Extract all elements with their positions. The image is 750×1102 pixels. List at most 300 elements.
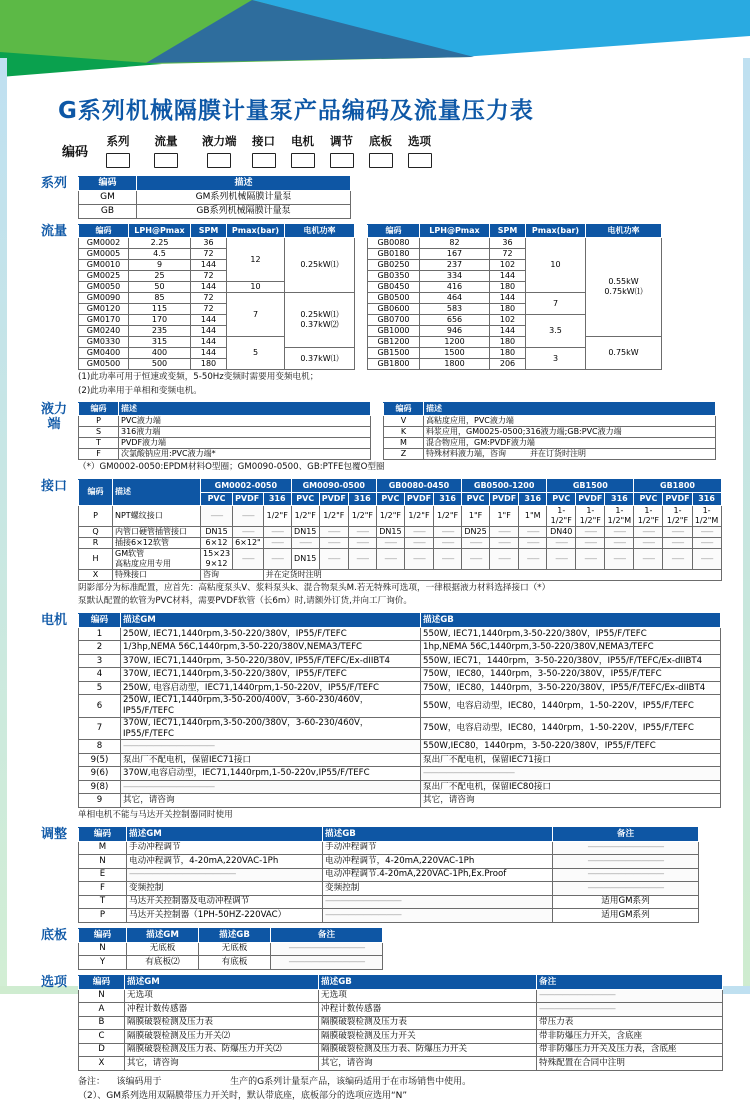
cell: ––––: [233, 505, 264, 526]
cell: 高粘度应用，PVC液力端: [424, 416, 716, 427]
code-field-hydraulic: [202, 133, 237, 168]
cell: ––––: [263, 526, 291, 537]
cell: ––––: [519, 548, 547, 569]
cell: 1500: [420, 348, 490, 359]
cell: 咨询: [201, 569, 264, 580]
cell: 9(5): [79, 753, 121, 767]
cell: ––––: [291, 537, 319, 548]
cell: 3: [526, 348, 586, 370]
cell: 手动冲程调节: [323, 841, 553, 855]
cell: 1-1/2"F: [576, 505, 605, 526]
cell: 144: [191, 260, 227, 271]
section-hydraulic: [36, 402, 728, 474]
cell: 1-1/2"M: [605, 505, 634, 526]
cell: 25: [129, 271, 191, 282]
cell: 手动冲程调节: [127, 841, 323, 855]
table-row: [79, 1003, 723, 1017]
table-row: [79, 1057, 723, 1071]
cell: M: [384, 438, 424, 449]
section-base: [36, 928, 728, 970]
cell: H: [79, 548, 113, 569]
flow-gm-table: [78, 224, 355, 370]
code-field-label: 流量: [154, 134, 178, 148]
cell: 9(8): [79, 780, 121, 794]
cell: GM0170: [79, 315, 129, 326]
cell: ————————————: [421, 767, 721, 781]
table-row: [79, 780, 721, 794]
header-cell: 316: [348, 492, 376, 505]
cell: 180: [191, 359, 227, 370]
cell: 144: [490, 271, 526, 282]
table-row: [79, 681, 721, 695]
cell: 370W, IEC71,1440rpm,3-50-220/380V，IP55/F/TEFC: [121, 668, 421, 682]
cell: 550W, IEC71，1440rpm，3-50-220/380V，IP55/F/TEFC/Ex-dIIBT4: [421, 654, 721, 668]
code-field-options: [408, 133, 432, 168]
footer-note-1: 备注： 该编码用于 生产的G系列计量泵产品，该编码适用于在市场销售中使用。: [78, 1076, 472, 1087]
cell: DN25: [462, 526, 490, 537]
cell: 3: [79, 654, 121, 668]
cell: ——————————————: [127, 868, 323, 882]
cell: 144: [191, 326, 227, 337]
header-cell: 备注: [537, 975, 723, 989]
cell: 235: [129, 326, 191, 337]
header-cell: 编码: [79, 225, 129, 238]
coding-row: [62, 133, 728, 168]
cell: 隔膜破裂检测及压力开关⑵: [125, 1030, 319, 1044]
cell: 电动冲程调节.4-20mA,220VAC-1Ph,Ex.Proof: [323, 868, 553, 882]
table-row: [79, 767, 721, 781]
cell: ––––: [434, 537, 462, 548]
cell: ––––: [348, 526, 376, 537]
cell: GM0010: [79, 260, 129, 271]
cell: 无底板: [199, 942, 271, 956]
cell: ––––: [634, 537, 663, 548]
cell: ––––: [462, 548, 490, 569]
flow-gb-table: [367, 224, 662, 370]
header-cell: PVDF: [663, 492, 692, 505]
cell: ––––: [404, 526, 433, 537]
cell: 并在定货时注明: [263, 569, 721, 580]
table-row: [79, 895, 699, 909]
header-cell: 316: [434, 492, 462, 505]
header-cell: PVDF: [404, 492, 433, 505]
cell: ––––: [605, 526, 634, 537]
cell: 特殊接口: [113, 569, 201, 580]
adjust-table: [78, 827, 699, 923]
table-row: [79, 1043, 723, 1057]
code-box: [369, 153, 393, 168]
cell: ——————————: [271, 942, 383, 956]
cell: 泵出厂不配电机，保留IEC71接口: [121, 753, 421, 767]
table-row: [384, 416, 716, 427]
cell: 泵出厂不配电机，保留IEC80接口: [421, 780, 721, 794]
cell: 4.5: [129, 249, 191, 260]
cell: R: [79, 537, 113, 548]
table-row: [79, 191, 351, 205]
cell: 180: [490, 337, 526, 348]
table-row: [79, 548, 722, 569]
cell: 冲程计数传感器: [125, 1003, 319, 1017]
cell: GB1000: [368, 326, 420, 337]
cell: 特殊配置在合同中注明: [537, 1057, 723, 1071]
cell: DN15: [291, 526, 319, 537]
table-row: [79, 654, 721, 668]
cell: 10: [227, 282, 285, 293]
header-cell: PVC: [634, 492, 663, 505]
table-row: [79, 427, 371, 438]
section-label-options: 选项: [40, 974, 67, 990]
cell: 隔膜破裂检测及压力表、防爆压力开关: [319, 1043, 537, 1057]
base-table: [78, 928, 383, 970]
cell: Y: [79, 956, 127, 970]
cell: 8: [79, 740, 121, 754]
cell: 583: [420, 304, 490, 315]
table-row: [79, 753, 721, 767]
cell: NPT螺纹接口: [113, 505, 201, 526]
cell: GM0025: [79, 271, 129, 282]
cell: 1/2"F: [434, 505, 462, 526]
cell: ––––: [348, 537, 376, 548]
table-row: [384, 438, 716, 449]
table-row: [79, 989, 723, 1003]
cell: 36: [191, 238, 227, 249]
header-cell: 编码: [79, 479, 113, 505]
cell: 144: [191, 282, 227, 293]
cell: 72: [490, 249, 526, 260]
cell: 0.25kW⑴: [285, 238, 355, 293]
table-row: [384, 449, 716, 460]
cell: 1-1/2"F: [634, 505, 663, 526]
table-row: [79, 956, 383, 970]
hydraulic-left-table: [78, 402, 371, 460]
cell: ————————————: [121, 740, 421, 754]
cell: GB0700: [368, 315, 420, 326]
cell: Q: [79, 526, 113, 537]
cell: ––––: [576, 548, 605, 569]
cell: GB0250: [368, 260, 420, 271]
header-cell: 编码: [79, 613, 121, 627]
motor-note: 单相电机不能与马达开关控制器同时使用: [78, 809, 233, 820]
page-title: G系列机械隔膜计量泵产品编码及流量压力表: [58, 98, 534, 124]
cell: 无底板: [127, 942, 199, 956]
hydraulic-right-table: [383, 402, 716, 460]
table-row: [79, 942, 383, 956]
header-cell: 编码: [79, 177, 137, 191]
cell: GM0050: [79, 282, 129, 293]
cell: 72: [191, 249, 227, 260]
table-row: [79, 569, 722, 580]
cell: GM: [79, 191, 137, 205]
header-cell: GM0090-0500: [291, 479, 376, 492]
table-row: [79, 740, 721, 754]
table-row: [384, 427, 716, 438]
cell: GM0330: [79, 337, 129, 348]
cell: 180: [490, 348, 526, 359]
code-box: [207, 153, 231, 168]
section-label-adjust: 调整: [40, 826, 67, 842]
cell: 5: [227, 337, 285, 370]
cell: A: [79, 1003, 125, 1017]
cell: 316液力端: [119, 427, 371, 438]
code-box: [291, 153, 315, 168]
cell: GM0500: [79, 359, 129, 370]
cell: F: [79, 449, 119, 460]
cell: 电动冲程调节，4-20mA,220VAC-1Ph: [127, 855, 323, 869]
cell: 马达开关控制器（1PH-50HZ-220VAC）: [127, 909, 323, 923]
cell: ––––: [490, 537, 519, 548]
code-field-label: 底板: [369, 134, 393, 148]
cell: 变频控制: [323, 882, 553, 896]
cell: PVDF液力端: [119, 438, 371, 449]
section-adjust: [36, 827, 728, 923]
header-cell: PVDF: [576, 492, 605, 505]
code-field-label: 系列: [106, 134, 130, 148]
table-row: [79, 827, 699, 841]
table-row: [79, 975, 723, 989]
cell: ––––: [663, 548, 692, 569]
header-cell: PVC: [291, 492, 319, 505]
motor-table: [78, 613, 721, 808]
cell: 1/2"F: [291, 505, 319, 526]
cell: ––––: [663, 526, 692, 537]
header-cell: PVC: [547, 492, 576, 505]
header-cell: 电机功率: [586, 225, 662, 238]
header-cell: 描述GM: [127, 928, 199, 942]
header-cell: GB0500-1200: [462, 479, 547, 492]
table-row: [79, 641, 721, 655]
cell: 144: [490, 326, 526, 337]
code-field-label: 接口: [252, 134, 276, 148]
header-cell: PVC: [462, 492, 490, 505]
header-cell: SPM: [490, 225, 526, 238]
header-cell: 描述: [119, 403, 371, 416]
cell: 72: [191, 271, 227, 282]
table-row: [79, 438, 371, 449]
cell: 适用GM系列: [553, 909, 699, 923]
cell: 隔膜破裂检测及压力表、防爆压力开关⑵: [125, 1043, 319, 1057]
cell: 7: [227, 293, 285, 337]
header-cell: Pmax(bar): [227, 225, 285, 238]
cell: 750W，IEC80，1440rpm，3-50-220/380V，IP55/F/TEFC/Ex-dIIBT4: [421, 681, 721, 695]
cell: 2.25: [129, 238, 191, 249]
table-row: [79, 868, 699, 882]
cell: X: [79, 1057, 125, 1071]
cell: 1hp,NEMA 56C,1440rpm,3-50-220/380V,NEMA3/TEFC: [421, 641, 721, 655]
header-cell: 编码: [79, 928, 127, 942]
cell: X: [79, 569, 113, 580]
cell: 9: [129, 260, 191, 271]
cell: ––––: [462, 537, 490, 548]
cell: D: [79, 1043, 125, 1057]
cell: 1800: [420, 359, 490, 370]
cell: 102: [490, 315, 526, 326]
cell: P: [79, 416, 119, 427]
table-row: [79, 505, 722, 526]
cell: 带非防爆压力开关及压力表，含底座: [537, 1043, 723, 1057]
header-cell: 编码: [384, 403, 424, 416]
cell: ––––: [319, 526, 348, 537]
interface-note-2: 泵默认配置的软管为PVC材料，需要PVDF软管（长6m）时,请额外订货,并向工厂询价。: [78, 596, 412, 607]
cell: ––––: [376, 537, 404, 548]
cell: P: [79, 505, 113, 526]
cell: ––––: [490, 548, 519, 569]
code-field-series: [106, 133, 130, 168]
table-row: [79, 293, 355, 304]
cell: DN15: [291, 548, 319, 569]
table-row: [79, 479, 722, 492]
cell: 315: [129, 337, 191, 348]
header-cell: 编码: [79, 403, 119, 416]
cell: 7: [526, 293, 586, 315]
cell: 50: [129, 282, 191, 293]
header-cell: GB1500: [547, 479, 634, 492]
cell: 72: [191, 293, 227, 304]
header-cell: SPM: [191, 225, 227, 238]
interface-note-1: 阴影部分为标准配置，应首先：高粘度泵头V、浆料泵头k、混合物泵头M.若无特殊可选项，一律根据液力材料选择接口（*）: [78, 582, 551, 593]
header-cell: 316: [519, 492, 547, 505]
cell: ––––: [663, 537, 692, 548]
section-series: [36, 176, 728, 219]
cell: ––––: [576, 526, 605, 537]
cell: 656: [420, 315, 490, 326]
cell: PVC液力端: [119, 416, 371, 427]
cell: 其它，请咨询: [319, 1057, 537, 1071]
cell: 其它，请咨询: [125, 1057, 319, 1071]
cell: 料浆应用，GM0025-0500;316液力端;GB:PVC液力端: [424, 427, 716, 438]
cell: ——————————: [271, 956, 383, 970]
cell: C: [79, 1030, 125, 1044]
header-cell: 描述GM: [125, 975, 319, 989]
cell: T: [79, 438, 119, 449]
cell: 隔膜破裂检测及压力表: [125, 1016, 319, 1030]
cell: ——————————: [323, 895, 553, 909]
cell: 0.25kW⑴ 0.37kW⑵: [285, 293, 355, 348]
code-box: [330, 153, 354, 168]
cell: GB1800: [368, 359, 420, 370]
cell: 2: [79, 641, 121, 655]
code-field-base: [369, 133, 393, 168]
flow-note-2: (2)此功率用于单相和变频电机。: [78, 385, 202, 396]
cell: DN40: [547, 526, 576, 537]
cell: ––––: [376, 548, 404, 569]
table-row: [79, 1030, 723, 1044]
header-cell: 描述: [424, 403, 716, 416]
table-row: [79, 855, 699, 869]
cell: 550W,IEC80，1440rpm，3-50-220/380V，IP55/F/TEFC: [421, 740, 721, 754]
header-cell: 描述GB: [199, 928, 271, 942]
table-row: [79, 177, 351, 191]
page-content: [0, 92, 750, 1102]
cell: ––––: [692, 548, 721, 569]
cell: 180: [490, 304, 526, 315]
cell: GB0600: [368, 304, 420, 315]
table-row: [79, 794, 721, 808]
banner-graphic: [0, 0, 750, 82]
cell: 4: [79, 668, 121, 682]
header-cell: 316: [692, 492, 721, 505]
table-row: [79, 403, 371, 416]
cell: ––––: [490, 526, 519, 537]
table-row: [79, 238, 355, 249]
coding-label: 编码: [62, 145, 89, 160]
section-label-flow: 流量: [40, 224, 67, 239]
table-row: [79, 668, 721, 682]
table-row: [79, 841, 699, 855]
cell: 6: [79, 695, 121, 717]
header-cell: 编码: [79, 827, 127, 841]
cell: GB1200: [368, 337, 420, 348]
cell: ——————————: [553, 855, 699, 869]
table-row: [384, 403, 716, 416]
cell: 750W，电容启动型，IEC80，1440rpm，1-50-220V，IP55/F/TEFC: [421, 717, 721, 739]
cell: ——————————: [553, 882, 699, 896]
cell: 9(6): [79, 767, 121, 781]
cell: GB0180: [368, 249, 420, 260]
cell: DN15: [201, 526, 233, 537]
interface-table: [78, 479, 722, 581]
cell: ——————————: [537, 1003, 723, 1017]
table-row: [79, 1016, 723, 1030]
cell: GM0240: [79, 326, 129, 337]
cell: N: [79, 989, 125, 1003]
header-cell: GB0080-0450: [376, 479, 461, 492]
cell: 946: [420, 326, 490, 337]
cell: 1-1/2"M: [692, 505, 721, 526]
cell: ——————————: [537, 989, 723, 1003]
cell: 1/2"F: [376, 505, 404, 526]
table-row: [79, 909, 699, 923]
cell: 1: [79, 627, 121, 641]
header-cell: PVC: [376, 492, 404, 505]
cell: 1-1/2"F: [663, 505, 692, 526]
cell: 82: [420, 238, 490, 249]
cell: 370W, IEC71,1440rpm,3-50-200/380V，3-60-230/460V，IP55/F/TEFC: [121, 717, 421, 739]
code-field-motor: [291, 133, 315, 168]
cell: 144: [490, 293, 526, 304]
header-cell: 描述GM: [127, 827, 323, 841]
table-row: [368, 337, 662, 348]
cell: 插接6×12软管: [113, 537, 201, 548]
section-label-interface: 接口: [40, 478, 67, 494]
cell: 无选项: [125, 989, 319, 1003]
cell: 550W，电容启动型，IEC80，1440rpm，1-50-220V，IP55/F/TEFC: [421, 695, 721, 717]
cell: GM0120: [79, 304, 129, 315]
cell: 内管口硬管插管接口: [113, 526, 201, 537]
table-row: [79, 526, 722, 537]
cell: 12: [227, 238, 285, 282]
cell: 1200: [420, 337, 490, 348]
cell: 带压力表: [537, 1016, 723, 1030]
cell: 有底板⑵: [127, 956, 199, 970]
code-box: [154, 153, 178, 168]
cell: 9: [79, 794, 121, 808]
cell: 416: [420, 282, 490, 293]
header-cell: GM0002-0050: [201, 479, 292, 492]
cell: ––––: [263, 548, 291, 569]
cell: 500: [129, 359, 191, 370]
cell: 3.5: [526, 315, 586, 348]
cell: 1/3hp,NEMA 56C,1440rpm,3-50-220/380V,NEMA3/TEFC: [121, 641, 421, 655]
code-field-label: 液力端: [202, 134, 237, 148]
cell: 334: [420, 271, 490, 282]
cell: 144: [191, 337, 227, 348]
cell: GM0002: [79, 238, 129, 249]
table-row: [79, 348, 355, 359]
code-field-flow: [154, 133, 178, 168]
cell: 250W, 电容启动型，IEC71,1440rpm,1-50-220V，IP55/F/TEFC: [121, 681, 421, 695]
cell: ––––: [605, 537, 634, 548]
cell: 0.55kW 0.75kW⑴: [586, 238, 662, 337]
